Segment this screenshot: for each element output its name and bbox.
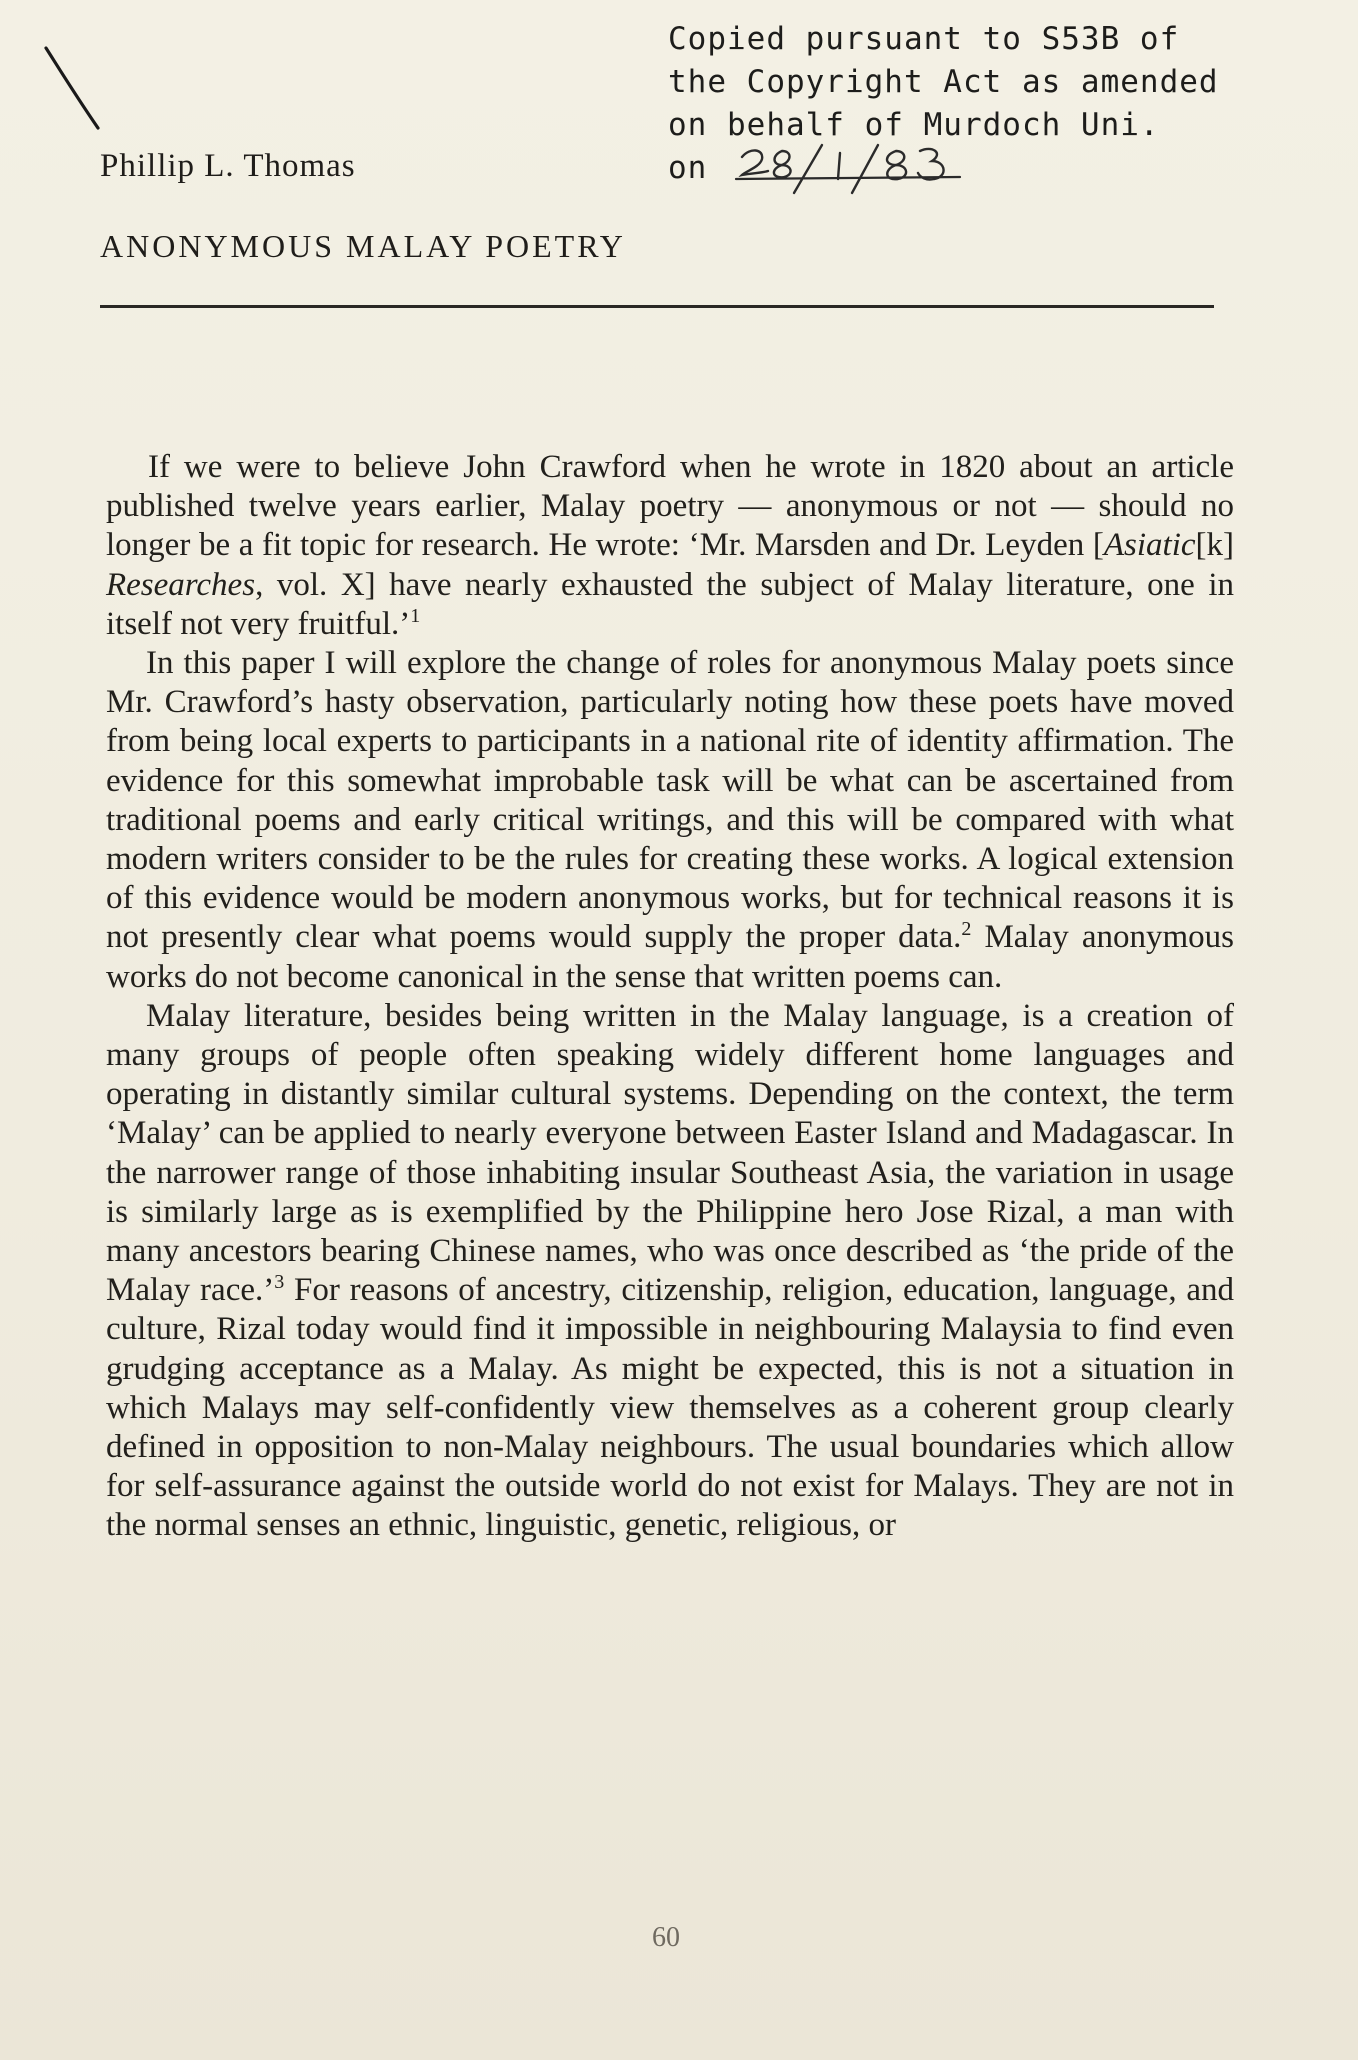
stamp-date-row (668, 147, 1308, 190)
page-number: 60 (652, 1922, 680, 1953)
p2-text-a: In this paper I will explore the change of roles for anonymous Malay poets since Mr. Crawford’s hasty observation, particularly noting how these poets have moved from being local experts to participants in a national rite of identity affirmation. The evidence for this somewhat improbable task will be what can be ascertained from traditional poems and early critical writings, and this will be compared with what modern writers consider to be the rules for creating these works. A logical extension of this evidence would be modern anonymous works, but for technical reasons it is not presently clear what poems would supply the proper data. (106, 645, 1234, 956)
author-name: Phillip L. Thomas (100, 148, 356, 184)
paragraph-3 (106, 997, 1234, 1546)
stamp-line-3: on behalf of Murdoch Uni. (668, 107, 1160, 143)
paragraph-1 (106, 448, 1234, 644)
footnote-marker-3: 3 (274, 1271, 285, 1294)
handwritten-date (728, 139, 968, 201)
article-title: ANONYMOUS MALAY POETRY (100, 228, 626, 264)
p1-text-b: , vol. X] have nearly exhausted the subject of Malay literature, one in itself not very fruitful.’ (106, 566, 1234, 642)
p1-k: [k] (1195, 527, 1234, 564)
p3-text-b: For reasons of ancestry, citizenship, religion, education, language, and culture, Rizal today would find it impossible in neighbouring Malaysia to find even grudging acceptance as a Malay. As might be expected, this is not a situation in which Malays may self-confidently view themselves as a coherent group clearly defined in opposition to non-Malay neighbours. The usual boundaries which allow for self-assurance against the outside world do not exist for Malays. They are not in the normal senses an ethnic, linguistic, genetic, religious, or (106, 1272, 1234, 1544)
p2-text-b: Malay anonymous works do not become canonical in the sense that written poems can. (106, 919, 1235, 995)
p3-text-a: Malay literature, besides being written in the Malay language, is a creation of many groups of people often speaking widely different home languages and operating in distantly similar cultural systems. Depending on the context, the term ‘Malay’ can be applied to nearly everyone between Easter Island and Madagascar. In the narrower range of those inhabiting insular Southeast Asia, the variation in usage is similarly large as is exemplified by the Philippine hero Jose Rizal, a man with many ancestors bearing Chinese names, who was once described as ‘the pride of the Malay race.’ (106, 997, 1234, 1309)
p1-researches: Researches (106, 566, 256, 603)
p1-text-a: If we were to believe John Crawford when he wrote in 1820 about an article published twelve years earlier, Malay poetry — anonymous or not — should no longer be a fit topic for research. He wrote: ‘Mr. Marsden and Dr. Leyden [ (106, 449, 1234, 564)
footnote-marker-1: 1 (410, 604, 421, 627)
pen-stroke-mark (42, 44, 104, 134)
stamp-on-label: on (668, 150, 708, 186)
copyright-stamp (668, 18, 1308, 190)
footnote-marker-2: 2 (961, 918, 972, 941)
stamp-line-2: the Copyright Act as amended (668, 64, 1219, 100)
p1-asiatic: Asiatic (1103, 527, 1196, 564)
paragraph-2 (106, 644, 1234, 997)
stamp-line-1: Copied pursuant to S53B of (668, 21, 1180, 57)
article-body (106, 448, 1234, 1546)
title-rule (100, 305, 1214, 308)
